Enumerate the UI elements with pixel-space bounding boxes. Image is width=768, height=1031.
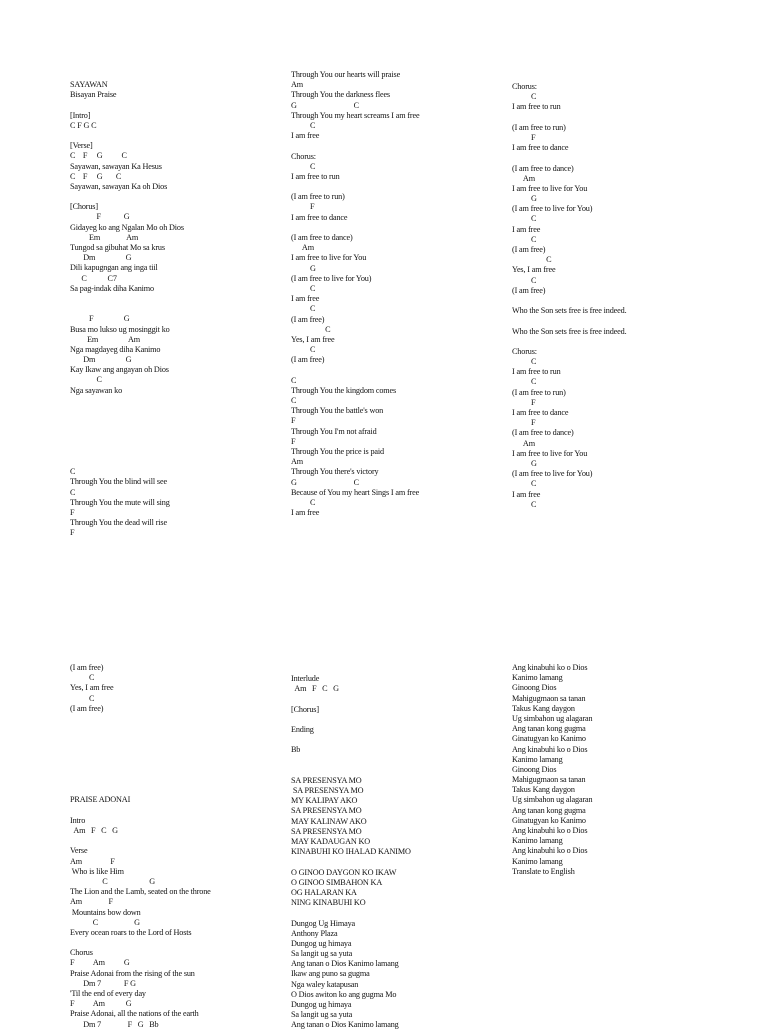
song-line: Sa pag-indak diha Kanimo bbox=[70, 283, 154, 293]
song-line: I am free to dance bbox=[291, 212, 348, 222]
song-line: I am free to run bbox=[512, 367, 561, 377]
song-line: Bisayan Praise bbox=[70, 90, 117, 100]
song-column-through-you bbox=[291, 70, 521, 518]
song-line: C bbox=[291, 161, 316, 171]
song-line bbox=[70, 775, 300, 785]
song-line: Every ocean roars to the Lord of Hosts bbox=[70, 927, 192, 937]
song-line: C bbox=[70, 487, 76, 497]
song-line: Ang tanan kong gugma bbox=[512, 724, 586, 734]
song-line: C bbox=[512, 357, 537, 367]
song-line: C bbox=[512, 255, 552, 265]
song-line: C C7 bbox=[70, 273, 117, 283]
song-line: [Chorus] bbox=[70, 202, 98, 212]
song-line: Chorus: bbox=[291, 151, 316, 161]
song-line bbox=[70, 806, 300, 816]
song-line bbox=[70, 131, 300, 141]
song-line: Ginatugyan ko Kanimo bbox=[512, 734, 586, 744]
song-line: Who the Son sets free is free indeed. bbox=[512, 306, 627, 316]
song-line bbox=[291, 694, 521, 704]
song-line: OG HALARAN KA bbox=[291, 887, 357, 897]
song-line: Dili kapugngan ang inga tiil bbox=[70, 263, 158, 273]
song-line: Am bbox=[291, 457, 303, 467]
song-line: SA PRESENSYA MO bbox=[291, 775, 362, 785]
song-line: I am free to dance bbox=[512, 143, 569, 153]
song-line: C bbox=[291, 375, 297, 385]
song-line: C bbox=[512, 377, 537, 387]
song-line: C bbox=[512, 499, 537, 509]
song-line: KINABUHI KO IHALAD KANIMO bbox=[291, 847, 411, 857]
song-line: F bbox=[291, 416, 296, 426]
song-line: Yes, I am free bbox=[512, 265, 556, 275]
song-line: Am bbox=[512, 438, 535, 448]
song-line bbox=[512, 337, 742, 347]
song-line: Bb bbox=[291, 745, 301, 755]
song-line: I am free to live for You bbox=[512, 183, 588, 193]
song-column-sa-presensya-mo bbox=[291, 674, 521, 1031]
song-line: Chorus: bbox=[512, 346, 537, 356]
song-line: Because of You my heart Sings I am free bbox=[291, 487, 420, 497]
song-line: Anthony Plaza bbox=[291, 928, 338, 938]
song-column-chorus bbox=[512, 82, 742, 510]
song-line: F bbox=[291, 436, 296, 446]
song-line: F Am G bbox=[70, 999, 132, 1009]
song-line bbox=[70, 304, 300, 314]
song-line: Mountains bow down bbox=[70, 907, 141, 917]
song-line: Am bbox=[291, 80, 303, 90]
song-line: Ang kinabuhi ko o Dios bbox=[512, 826, 588, 835]
song-line: Ginatugyan ko Kanimo bbox=[512, 815, 586, 825]
song-line: C bbox=[70, 467, 76, 477]
song-line: I am free to run bbox=[291, 171, 340, 181]
song-line bbox=[70, 192, 300, 202]
song-line bbox=[70, 294, 300, 304]
song-line: Am bbox=[512, 173, 535, 183]
song-line: C bbox=[512, 92, 537, 102]
song-line: C bbox=[291, 120, 316, 130]
song-line: Ending bbox=[291, 724, 314, 734]
song-line: G C bbox=[291, 100, 359, 110]
song-line bbox=[512, 113, 742, 123]
song-line: F bbox=[512, 397, 536, 407]
song-line: Ug simbahon ug alagaran bbox=[512, 795, 593, 805]
song-line: Ang kinabuhi ko o Dios bbox=[512, 663, 588, 672]
song-line: C bbox=[70, 375, 102, 385]
song-line: Praise Adonai from the rising of the sun bbox=[70, 968, 195, 978]
song-line: [Chorus] bbox=[291, 704, 319, 714]
song-line: I am free bbox=[291, 294, 320, 304]
song-line: G bbox=[291, 263, 316, 273]
song-line: Yes, I am free bbox=[291, 334, 335, 344]
song-line: C G bbox=[70, 917, 140, 927]
song-line: (I am free to run) bbox=[291, 192, 345, 202]
song-column-sayawan bbox=[70, 80, 300, 538]
song-line: Through You I'm not afraid bbox=[291, 426, 377, 436]
song-line: I am free bbox=[291, 131, 320, 141]
song-line: Nga magdayeg diha Kanimo bbox=[70, 344, 161, 354]
song-line bbox=[70, 457, 300, 467]
song-line bbox=[512, 153, 742, 163]
song-line: Ang tanan o Dios Kanimo lamang bbox=[291, 1020, 399, 1030]
song-line: Am F bbox=[70, 897, 113, 907]
song-line bbox=[70, 765, 300, 775]
song-line: C bbox=[512, 275, 537, 285]
song-line: C bbox=[291, 324, 331, 334]
song-line: F bbox=[512, 132, 536, 142]
song-line bbox=[70, 836, 300, 846]
song-line: F G bbox=[70, 314, 130, 324]
song-line: I am free bbox=[291, 508, 320, 518]
song-line: Kanimo lamang bbox=[512, 673, 563, 683]
song-line: Through You my heart screams I am free bbox=[291, 110, 420, 120]
song-line: Through You the dead will rise bbox=[70, 518, 167, 528]
song-line: Tungod sa gibuhat Mo sa krus bbox=[70, 243, 165, 252]
song-line: Dungog Ug Himaya bbox=[291, 918, 355, 928]
song-line: I am free to live for You bbox=[291, 253, 367, 263]
song-line bbox=[291, 223, 521, 233]
song-line bbox=[70, 426, 300, 436]
song-line: Am bbox=[291, 243, 314, 253]
song-line bbox=[291, 141, 521, 151]
song-line: Kanimo lamang bbox=[512, 754, 563, 764]
song-line: Sa langit ug sa yuta bbox=[291, 1010, 353, 1020]
song-line: Dm G bbox=[70, 355, 132, 365]
song-line: Sayawan, sawayan Ka Hesus bbox=[70, 161, 162, 171]
song-line: I am free to run bbox=[512, 102, 561, 112]
song-line: O Dios awiton ko ang gugma Mo bbox=[291, 989, 397, 999]
song-line: MY KALIPAY AKO bbox=[291, 796, 358, 806]
song-line bbox=[70, 396, 300, 406]
song-line: Ginoong Dios bbox=[512, 683, 557, 693]
song-line bbox=[70, 100, 300, 110]
song-line: (I am free) bbox=[291, 355, 325, 365]
song-line: Yes, I am free bbox=[70, 683, 114, 693]
song-line bbox=[70, 734, 300, 744]
song-line: Dungog ug himaya bbox=[291, 1000, 352, 1009]
song-line: C G bbox=[70, 876, 156, 886]
song-line: Chorus bbox=[70, 948, 93, 958]
song-column-kinabuhi bbox=[512, 663, 742, 877]
song-line bbox=[291, 908, 521, 918]
song-line: C bbox=[512, 234, 537, 244]
song-line: Nga sayawan ko bbox=[70, 385, 123, 395]
song-line: C F G C bbox=[70, 151, 127, 161]
song-line: F bbox=[70, 528, 75, 538]
song-line: O GINOO SIMBAHON KA bbox=[291, 877, 383, 887]
song-line: Who the Son sets free is free indeed. bbox=[512, 326, 627, 336]
song-line bbox=[291, 756, 521, 766]
song-line: SA PRESENSYA MO bbox=[291, 806, 362, 816]
song-line: SA PRESENSYA MO bbox=[291, 826, 362, 836]
song-line: Dm 7 F G Bb bbox=[70, 1019, 159, 1029]
song-line bbox=[70, 416, 300, 426]
song-line: Through You the blind will see bbox=[70, 477, 167, 487]
song-line bbox=[70, 714, 300, 724]
song-line: C bbox=[512, 479, 537, 489]
song-line bbox=[70, 724, 300, 734]
song-line: I am free to live for You bbox=[512, 448, 588, 458]
song-line: I am free to dance bbox=[512, 408, 569, 417]
song-line: Dungog ug himaya bbox=[291, 938, 352, 948]
song-line: (I am free to dance) bbox=[512, 163, 574, 173]
song-line bbox=[70, 406, 300, 416]
song-line: PRAISE ADONAI bbox=[70, 795, 131, 805]
song-line bbox=[70, 785, 300, 795]
song-column-praise-adonai bbox=[70, 663, 300, 1030]
song-line: Kay Ikaw ang angayan oh Dios bbox=[70, 365, 169, 375]
song-line: Mahigugmaon sa tanan bbox=[512, 693, 586, 703]
song-line: Ug simbahon ug alagaran bbox=[512, 713, 593, 723]
song-line: [Verse] bbox=[70, 141, 93, 151]
song-line: C bbox=[70, 673, 95, 683]
song-line: G bbox=[512, 194, 537, 204]
song-line: Sayawan, sawayan Ka oh Dios bbox=[70, 181, 168, 191]
song-line: [Intro] bbox=[70, 110, 91, 120]
song-line bbox=[70, 745, 300, 755]
song-line: Am F C G bbox=[70, 826, 118, 835]
song-line: I am free bbox=[512, 489, 541, 499]
song-line: C bbox=[291, 304, 316, 314]
song-line: C bbox=[291, 396, 297, 405]
song-line: (I am free to dance) bbox=[291, 233, 353, 242]
song-line: (I am free) bbox=[70, 663, 104, 672]
song-line: Ang kinabuhi ko o Dios bbox=[512, 744, 588, 754]
song-line: MAY KADAUGAN KO bbox=[291, 837, 371, 846]
song-line: F bbox=[512, 418, 536, 428]
song-line: C bbox=[291, 345, 316, 355]
song-line: G C bbox=[291, 477, 359, 487]
song-line: Through You the darkness flees bbox=[291, 90, 390, 100]
song-line: Ang tanan o Dios Kanimo lamang bbox=[291, 959, 399, 969]
song-line: Through You the mute will sing bbox=[70, 497, 170, 507]
song-line: Dm G bbox=[70, 253, 132, 263]
song-line: F Am G bbox=[70, 958, 130, 968]
song-line: Through You the battle's won bbox=[291, 406, 384, 416]
song-line bbox=[512, 316, 742, 326]
song-line: Am F C G bbox=[291, 684, 339, 694]
song-line: O GINOO DAYGON KO IKAW bbox=[291, 867, 397, 877]
song-line: F G bbox=[70, 212, 130, 222]
song-line: Takus Kang daygon bbox=[512, 703, 575, 713]
song-line: Am F bbox=[70, 856, 115, 866]
song-line: C bbox=[70, 693, 95, 703]
song-line: (I am free) bbox=[291, 314, 325, 324]
song-line bbox=[291, 182, 521, 192]
song-line: (I am free to dance) bbox=[512, 428, 574, 438]
song-line: Gidayeg ko ang Ngalan Mo oh Dios bbox=[70, 222, 184, 232]
song-line bbox=[70, 938, 300, 948]
song-line: SAYAWAN bbox=[70, 80, 108, 89]
song-line: The Lion and the Lamb, seated on the throne bbox=[70, 887, 211, 897]
song-line: Who is like Him bbox=[70, 866, 124, 876]
song-line: (I am free to run) bbox=[512, 122, 566, 132]
song-line: Kanimo lamang bbox=[512, 856, 563, 866]
song-line: (I am free to run) bbox=[512, 387, 566, 397]
song-line bbox=[70, 447, 300, 457]
song-line: C bbox=[291, 497, 316, 507]
song-line bbox=[291, 857, 521, 867]
song-line: C bbox=[512, 214, 537, 224]
song-line: Ang kinabuhi ko o Dios bbox=[512, 846, 588, 856]
song-line: MAY KALINAW AKO bbox=[291, 816, 367, 826]
song-line: Translate to English bbox=[512, 866, 575, 876]
song-line: Busa mo lukso ug mosinggit ko bbox=[70, 324, 170, 334]
song-line: (I am free to live for You) bbox=[291, 273, 372, 283]
song-line: I am free bbox=[512, 224, 541, 234]
song-line bbox=[70, 755, 300, 765]
song-line: Through You our hearts will praise bbox=[291, 70, 401, 79]
song-line: Praise Adonai, all the nations of the earth bbox=[70, 1009, 199, 1019]
song-line: (I am free) bbox=[512, 285, 546, 295]
song-line bbox=[291, 735, 521, 745]
song-line: Dm 7 F G bbox=[70, 978, 136, 988]
song-line: NING KINABUHI KO bbox=[291, 898, 366, 908]
song-line: Em Am bbox=[70, 232, 139, 242]
song-line: Through You the price is paid bbox=[291, 446, 384, 456]
song-line: Interlude bbox=[291, 674, 320, 683]
song-line: (I am free) bbox=[512, 245, 546, 254]
song-line: F bbox=[70, 507, 75, 517]
song-line: C F G C bbox=[70, 171, 122, 181]
song-line: Verse bbox=[70, 846, 88, 856]
song-line bbox=[291, 365, 521, 375]
song-line: Mahigugmaon sa tanan bbox=[512, 775, 586, 785]
song-line: Sa langit ug sa yuta bbox=[291, 949, 353, 959]
song-line bbox=[291, 766, 521, 776]
song-line: C bbox=[291, 283, 316, 293]
song-line: Ang tanan kong gugma bbox=[512, 805, 586, 815]
song-line bbox=[291, 715, 521, 725]
song-line bbox=[512, 296, 742, 306]
song-line: Through You there's victory bbox=[291, 467, 379, 477]
song-line: Intro bbox=[70, 815, 86, 825]
song-line: 'Til the end of every day bbox=[70, 989, 146, 998]
song-line: Em Am bbox=[70, 334, 141, 344]
song-line: Chorus: bbox=[512, 82, 537, 91]
song-line bbox=[70, 437, 300, 447]
song-line: Ikaw ang puno sa gugma bbox=[291, 969, 370, 979]
song-line: SA PRESENSYA MO bbox=[291, 786, 364, 796]
song-line: (I am free to live for You) bbox=[512, 204, 593, 214]
song-line: Kanimo lamang bbox=[512, 836, 563, 846]
song-line: Nga waley katapusan bbox=[291, 979, 359, 989]
song-line: C F G C bbox=[70, 120, 97, 130]
song-line: G bbox=[512, 458, 537, 468]
song-line: F bbox=[291, 202, 315, 212]
song-line: (I am free) bbox=[70, 703, 104, 713]
song-line: (I am free to live for You) bbox=[512, 469, 593, 479]
song-line: Ginoong Dios bbox=[512, 764, 557, 774]
song-line: Through You the kingdom comes bbox=[291, 385, 397, 395]
song-line: Takus Kang daygon bbox=[512, 785, 575, 795]
